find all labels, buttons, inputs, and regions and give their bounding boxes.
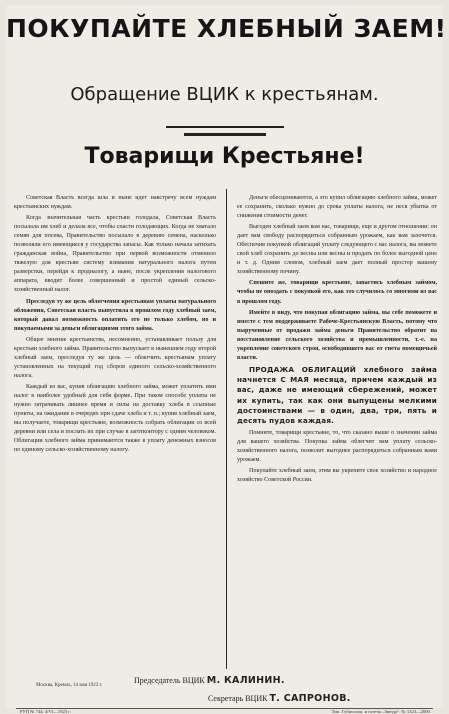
paragraph: Покупайте хлебный заем, этим вы укрепите свое хозяйство и народное хозяйство Советской России. — [237, 467, 437, 483]
paragraph: Имейте в виду, что покупая облигацию займа, вы себе поможете и вместе с тем поддерживаете Рабоче-Крестьянскую Власть, потому что вырученные от продажи займа деньги Правительство обратит на восстановление сельского хозяйства и промышленности, т.-е. на укрепление советского строя, освободившего вас от гнета помещичьей власти. — [237, 309, 437, 361]
footer-printer: Тип. Губисполк. и газеты „Звезда“. № 1323—2000. — [331, 709, 431, 714]
secretary-signature — [208, 693, 351, 704]
title-divider-top — [166, 126, 284, 128]
paragraph: Советская Власть всегда шла и ныне идет навстречу всем нуждам крестьянских нуждам. — [14, 195, 216, 211]
poster-headline: ПОКУПАЙТЕ ХЛЕБНЫЙ ЗАЕМ! — [6, 14, 447, 43]
paragraph: Выгоден хлебный заем вам нас, товарищи, еще и другом отношении: он дает вам свободу распорядиться собранным урожаем, как вам захочется. Обеспечив покупкой облигаций уплату следующего с вас налога, вы можете свой хлеб сохранить до весны или весны и продать по более выгодной цене и т. д. Одним словом, хлебный заем дает полный простор вашему хозяйственному почину. — [237, 224, 437, 276]
paragraph: Общее мнение крестьянства, несомненно, устанавливает пользу для крестьян хлебного займа. Правительство выпускает в нынешнем году второй хлебный заем, преследуя ту же цель — облегчить крестьянам уплату установленных на текущий год сборов единого сельско-хозяйственного налога. — [14, 336, 216, 379]
paragraph: Каждый из вас, купив облигацию хлебного займа, может уплатить ими налог в наиболее удобный для себя форме. При таком способе уплаты не нужно затрачивать лишнее время и силы на доставку хлеба в ссыпные пункты, на ожидание в очередях при сдаче хлеба и т. п.; купив хлебный заем, вы получаете, товарищи крестьяне, возможность собрать облигации со всей деревни или села и послать их при случае в заготконтору с одним человеком. Облигации хлебного займа принимаются также в уплату денежных взносов по единому сельско-хозяйственному налогу. — [14, 383, 216, 454]
footer-print-license: РУП № 744, 4/VI—1923 г. — [20, 709, 71, 714]
greeting-heading: Товарищи Крестьяне! — [84, 144, 365, 169]
chairman-name: М. КАЛИНИН. — [206, 675, 285, 686]
paragraph: Когда значительная часть крестьян голодала, Советская Власть посылала им хлеб и делала все, чтобы спасти голодающих. Когда не хватало семян для посева, Правительство посылало в деревню семена, насколько позволяли его имеющиеся у государства запасы. Как только начала затихать гражданская война, Правительство при первой возможности отменило тяжелую для крестьян систему взимания натурального налога путем разверстки, перейдя к продналогу, а ныне, после укрепления налогового аппарата, вводит более совершенный и простой единый сельско-хозяйственный налог. — [14, 215, 216, 294]
paragraph: Преследуя ту же цель облегчения крестьянам уплаты натурального обложения, Советская власть выпустила в прошлом году хлебный заем, который давал возможность оплатить его не только хлебом, но и покупаемыми за деньги облигациями этого займа. — [14, 298, 216, 332]
paragraph: Помните, товарищи крестьяне, то, что сказано выше о значении займа для вашего хозяйства. Покупка займа облегчит вам уплату сельско-хозяйственного налога, позволит выгоднее распорядиться собранным вами урожаем. — [237, 429, 437, 463]
chairman-signature — [134, 675, 285, 686]
poster-subtitle: Обращение ВЦИК к крестьянам. — [70, 84, 379, 105]
left-column — [14, 194, 216, 457]
secretary-title: Секретарь ВЦИК — [208, 694, 268, 703]
paragraph: Деньги обесцениваются, а это купил облигацию хлебного займа, может ее сохранить, сколько нужно до срока уплаты налога, не неся убытка от снижения стоимости денег. — [237, 195, 437, 220]
chairman-title: Председатель ВЦИК — [134, 676, 205, 685]
paragraph: Спешите же, товарищи крестьяне, запастись хлебным займом, чтобы не опоздать с покупкой его, как это случилось со многими из вас в прошлом году. — [237, 280, 437, 305]
column-divider — [226, 189, 227, 669]
poster — [6, 6, 447, 714]
place-date: Москва, Кремль, 14 мая 1923 г. — [36, 683, 103, 688]
title-divider-bottom — [184, 133, 266, 136]
sale-announcement: ПРОДАЖА ОБЛИГАЦИЙ хлебного займа начнется С МАЯ месяца, причем каждый из вас, даже не имеющий сбережений, может их купить, так как они выпущены мелкими достоинствами — в один, два, три, пять и десять пудов каждая. — [237, 364, 437, 426]
right-column — [237, 194, 437, 487]
secretary-name: Т. САПРОНОВ. — [269, 693, 351, 704]
